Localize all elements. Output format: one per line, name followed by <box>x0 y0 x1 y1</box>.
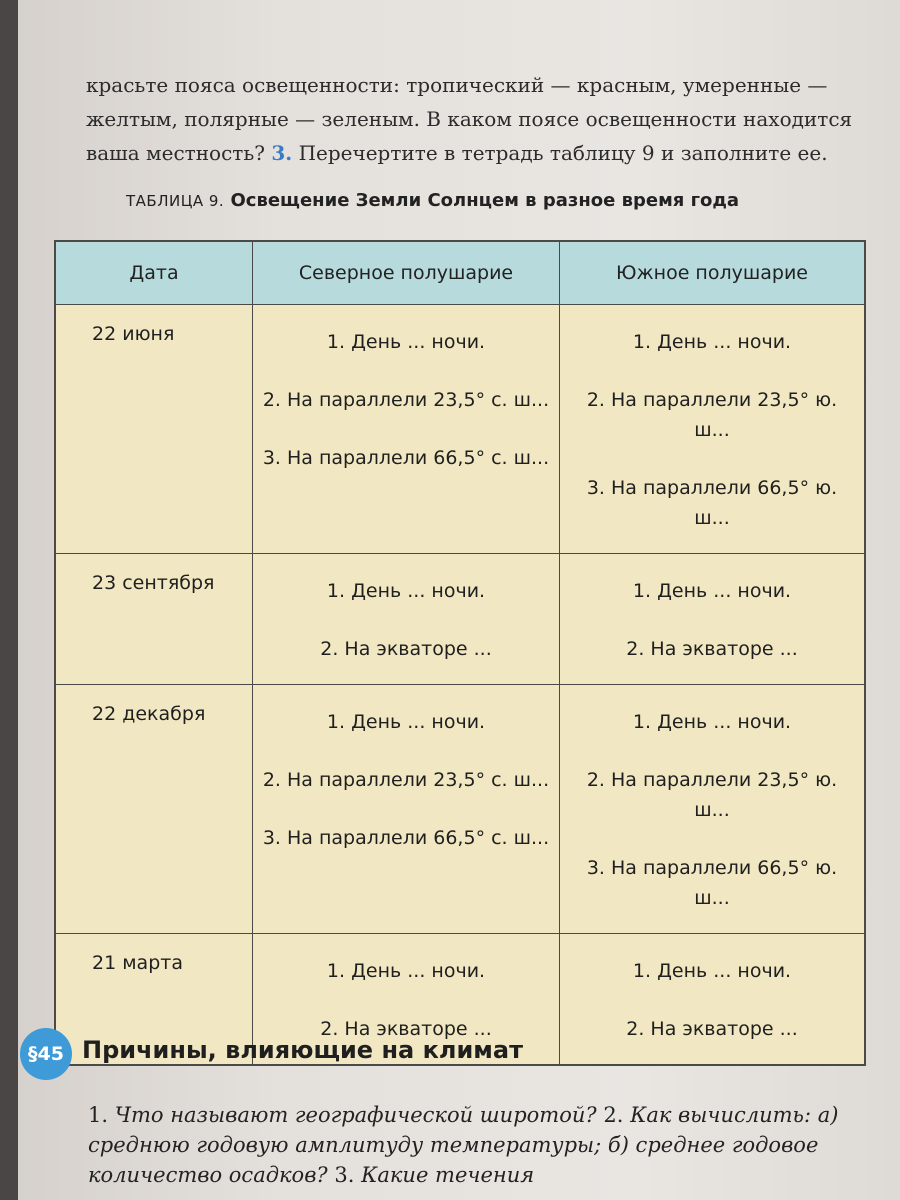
question-1-number: 1. <box>88 1103 109 1127</box>
section-questions <box>88 1100 888 1190</box>
south-item: 2. На параллели 23,5° ю. ш... <box>586 769 838 821</box>
intro-task: Перечертите в тетрадь таблицу 9 и заполните ее. <box>298 141 828 165</box>
north-cell <box>253 305 560 554</box>
date-cell: 22 декабря <box>55 685 253 934</box>
south-item: 2. На экваторе ... <box>626 1018 798 1040</box>
south-item: 3. На параллели 66,5° ю. ш... <box>586 477 838 529</box>
date-cell: 21 марта <box>55 934 253 1066</box>
north-item: 2. На экваторе ... <box>320 638 492 660</box>
table-row <box>55 685 865 934</box>
question-1: Что называют географической широтой? <box>114 1103 597 1127</box>
south-item: 1. День ... ночи. <box>632 580 792 602</box>
question-2-number: 2. <box>603 1103 624 1127</box>
question-3-number: 3. <box>334 1163 355 1187</box>
north-item: 1. День ... ночи. <box>326 960 486 982</box>
illumination-table <box>54 240 866 1066</box>
table-row <box>55 554 865 685</box>
north-item: 1. День ... ночи. <box>326 331 486 353</box>
north-item: 3. На параллели 66,5° с. ш... <box>262 447 550 469</box>
section-badge: §45 <box>20 1028 72 1080</box>
north-cell <box>253 685 560 934</box>
south-cell <box>560 934 866 1066</box>
north-item: 2. На параллели 23,5° с. ш... <box>262 389 550 411</box>
date-cell: 22 июня <box>55 305 253 554</box>
intro-paragraph <box>86 68 866 170</box>
textbook-page <box>18 0 900 1200</box>
date-cell: 23 сентября <box>55 554 253 685</box>
intro-text: красьте пояса освещенности: тропический — красным, умеренные — желтым, полярные — зеленым. В каком поясе освещенности находится ваша местность? <box>86 73 853 165</box>
north-cell <box>253 554 560 685</box>
south-item: 2. На параллели 23,5° ю. ш... <box>586 389 838 441</box>
table-caption <box>126 190 826 211</box>
south-item: 2. На экваторе ... <box>626 638 798 660</box>
header-date: Дата <box>55 241 253 305</box>
table-header-row <box>55 241 865 305</box>
north-item: 2. На параллели 23,5° с. ш... <box>262 769 550 791</box>
table-title: Освещение Земли Солнцем в разное время года <box>230 190 740 211</box>
table-label: ТАБЛИЦА 9. <box>126 192 225 210</box>
north-item: 3. На параллели 66,5° с. ш... <box>262 827 550 849</box>
north-item: 1. День ... ночи. <box>326 580 486 602</box>
header-south: Южное полушарие <box>560 241 866 305</box>
south-cell <box>560 305 866 554</box>
header-north: Северное полушарие <box>253 241 560 305</box>
south-item: 1. День ... ночи. <box>632 711 792 733</box>
section-title: Причины, влияющие на климат <box>82 1036 523 1064</box>
north-item: 1. День ... ночи. <box>326 711 486 733</box>
table-row <box>55 305 865 554</box>
north-item: 2. На экваторе ... <box>320 1018 492 1040</box>
question-2: Как вычислить: а) среднюю годовую амплитуду температуры; б) среднее годовое количество осадков? <box>88 1103 839 1187</box>
question-number: 3. <box>271 141 293 165</box>
question-3: Какие течения <box>361 1163 535 1187</box>
south-item: 3. На параллели 66,5° ю. ш... <box>586 857 838 909</box>
south-cell <box>560 685 866 934</box>
south-item: 1. День ... ночи. <box>632 331 792 353</box>
south-cell <box>560 554 866 685</box>
south-item: 1. День ... ночи. <box>632 960 792 982</box>
